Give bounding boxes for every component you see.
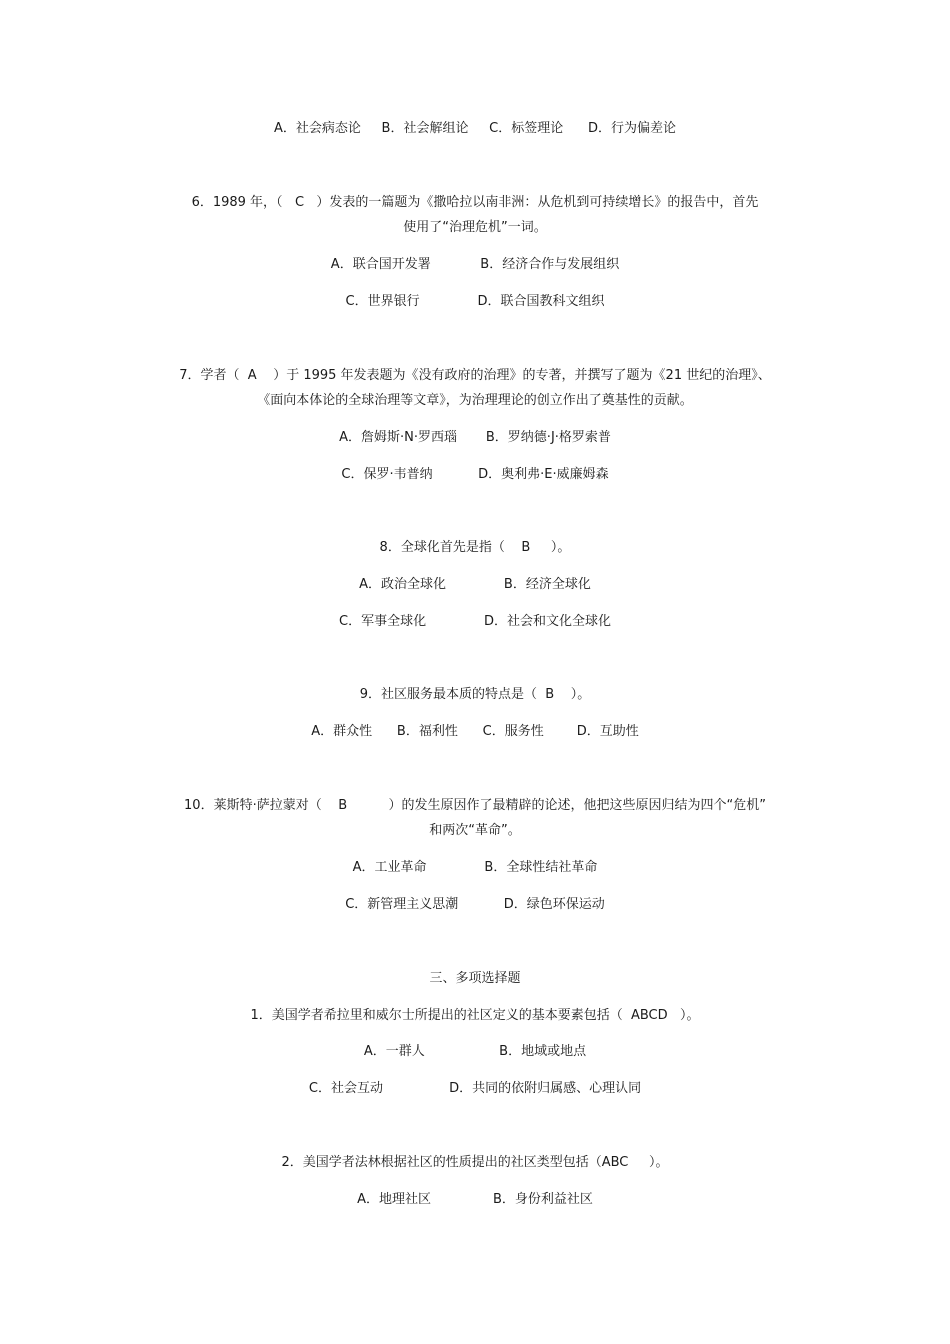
question-10-options-row1: A．工业革命 B．全球性结社革命 (352, 860, 598, 875)
multi-question-2-stem: 2．美国学者法林根据社区的性质提出的社区类型包括（ABC ）。 (281, 1155, 669, 1170)
question-9-stem: 9．社区服务最本质的特点是（ B ）。 (359, 687, 591, 702)
question-8-stem: 8．全球化首先是指（ B ）。 (379, 540, 571, 555)
question-7-options-row2: C．保罗·韦普纳 D．奥利弗·E·威廉姆森 (341, 467, 609, 482)
section-heading-multiple-choice: 三、多项选择题 (429, 971, 521, 986)
question-6-options-row1: A．联合国开发署 B．经济合作与发展组织 (330, 257, 620, 272)
question-6-stem-line2: 使用了“治理危机”一词。 (403, 220, 547, 235)
multi-question-2-options-row1: A．地理社区 B．身份利益社区 (357, 1192, 593, 1207)
question-7-options-row1: A．詹姆斯·N·罗西瑙 B．罗纳德·J·格罗索普 (339, 430, 611, 445)
question-6-stem-line1: 6．1989 年，（ C ）发表的一篇题为《撒哈拉以南非洲：从危机到可持续增长》的报告中，首先 (191, 195, 759, 210)
question-10-stem-line1: 10．莱斯特·萨拉蒙对（ B ）的发生原因作了最精辟的论述，他把这些原因归结为四个“危机” (184, 798, 766, 813)
question-10-stem-line2: 和两次“革命”。 (429, 823, 521, 838)
multi-question-1-stem: 1．美国学者希拉里和威尔士所提出的社区定义的基本要素包括（ ABCD ）。 (250, 1008, 700, 1023)
question-7-stem-line1: 7．学者（ A ）于 1995 年发表题为《没有政府的治理》的专著，并撰写了题为《21 世纪的治理》、 (179, 368, 771, 383)
question-8-options-row1: A．政治全球化 B．经济全球化 (359, 577, 591, 592)
question-6-options-row2: C．世界银行 D．联合国教科文组织 (345, 294, 605, 309)
question-7-stem-line2: 《面向本体论的全球治理等文章》，为治理理论的创立作出了奠基性的贡献。 (257, 393, 693, 408)
question-8-options-row2: C．军事全球化 D．社会和文化全球化 (339, 614, 611, 629)
multi-question-1-options-row1: A．一群人 B．地域或地点 (363, 1044, 587, 1059)
multi-question-1-options-row2: C．社会互动 D．共同的依附归属感、心理认同 (308, 1081, 642, 1096)
question-10-options-row2: C．新管理主义思潮 D．绿色环保运动 (345, 897, 605, 912)
question-9-options-row1: A．群众性 B．福利性 C．服务性 D．互助性 (311, 724, 639, 739)
q5-options: A．社会病态论 B．社会解组论 C．标签理论 D．行为偏差论 (273, 121, 677, 136)
